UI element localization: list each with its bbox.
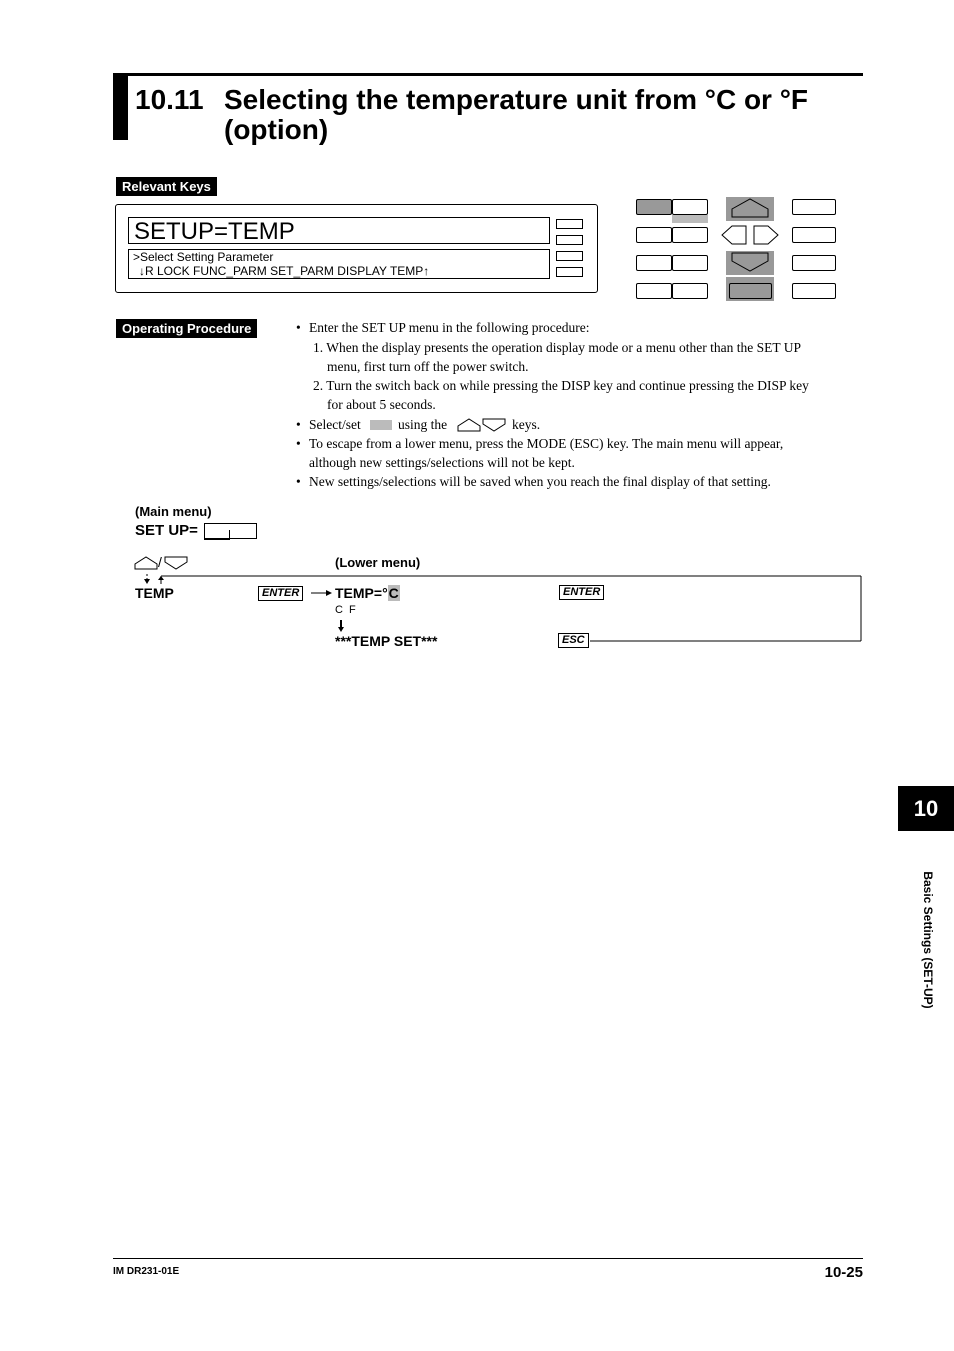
lcd-sub-display — [128, 249, 550, 279]
bullet-dot: • — [296, 436, 301, 451]
status-lamp — [556, 251, 583, 261]
key-i[interactable] — [792, 255, 836, 271]
procedure-bullet-1: Enter the SET UP menu in the following procedure: — [309, 320, 590, 335]
slash-separator: / — [158, 554, 162, 570]
footer-rule — [113, 1258, 863, 1259]
temp-setting — [335, 585, 400, 601]
down-arrow-icon — [482, 418, 506, 432]
procedure-bullet-2b: using the — [398, 417, 448, 432]
right-arrow-icon[interactable] — [752, 224, 780, 246]
up-arrow-icon[interactable] — [730, 197, 770, 219]
procedure-bullet-3: To escape from a lower menu, press the MODE (ESC) key. The main menu will appear, — [309, 436, 784, 451]
title-rule — [128, 73, 863, 76]
document-id: IM DR231-01E — [113, 1266, 180, 1277]
procedure-bullet-2c: keys. — [512, 417, 541, 432]
key-disp[interactable] — [672, 199, 708, 215]
bullet-dot: • — [296, 320, 301, 335]
bullet-dot: • — [296, 417, 301, 432]
status-lamp — [556, 219, 583, 229]
setup-connector — [204, 539, 230, 540]
key-d[interactable] — [672, 255, 708, 271]
up-arrow-icon — [134, 556, 158, 570]
enter-key-tag: ENTER — [559, 585, 604, 600]
lower-menu-label: (Lower menu) — [335, 555, 421, 570]
chapter-title: Basic Settings (SET-UP) — [921, 871, 935, 1009]
section-number: 10.11 — [135, 84, 204, 115]
page-title: Selecting the temperature unit from °C or °F — [224, 84, 809, 115]
highlight-swatch — [370, 420, 392, 430]
setup-connector — [229, 530, 230, 540]
key-a[interactable] — [636, 227, 672, 243]
bullet-dot: • — [296, 474, 301, 489]
key-j[interactable] — [792, 283, 836, 299]
key-f[interactable] — [672, 283, 708, 299]
operating-procedure-label: Operating Procedure — [116, 319, 257, 338]
esc-key-tag: ESC — [558, 633, 589, 648]
procedure-step-1-cont: menu, first turn off the power switch. — [327, 359, 529, 374]
relevant-keys-label: Relevant Keys — [116, 177, 217, 196]
temp-setting-prefix: TEMP=° — [335, 585, 388, 601]
left-arrow-icon[interactable] — [720, 224, 748, 246]
temp-setting-value: C — [388, 585, 399, 601]
procedure-bullet-4: New settings/selections will be saved when you reach the final display of that setting. — [309, 474, 771, 489]
enter-key-tag: ENTER — [258, 586, 303, 601]
key-mode[interactable] — [636, 199, 672, 215]
main-menu-label: (Main menu) — [135, 504, 212, 519]
procedure-step-1: 1. When the display presents the operation display mode or a menu other than the SET UP — [313, 340, 802, 355]
procedure-step-2-cont: for about 5 seconds. — [327, 397, 436, 412]
lcd-sub-line2: ↓R LOCK FUNC_PARM SET_PARM DISPLAY TEMP↑ — [139, 264, 430, 278]
chapter-tab: 10 — [898, 786, 954, 831]
key-h[interactable] — [792, 227, 836, 243]
page-number: 10-25 — [824, 1264, 863, 1281]
down-arrow-icon — [164, 556, 188, 570]
key-c[interactable] — [636, 255, 672, 271]
procedure-bullet-3-cont: although new settings/selections will not be kept. — [309, 455, 575, 470]
setup-value-box — [204, 523, 257, 539]
status-lamp — [556, 235, 583, 245]
page-title-continued: (option) — [224, 114, 329, 145]
key-b[interactable] — [672, 227, 708, 243]
up-arrow-icon — [457, 418, 481, 432]
key-shade — [672, 215, 708, 223]
menu-item-temp: TEMP — [135, 585, 174, 601]
procedure-step-2: 2. Turn the switch back on while pressing the DISP key and continue pressing the DISP key — [313, 378, 809, 393]
lcd-sub-line1: >Select Setting Parameter — [133, 250, 274, 264]
temp-set-label: ***TEMP SET*** — [335, 633, 438, 649]
key-e[interactable] — [636, 283, 672, 299]
key-g[interactable] — [792, 199, 836, 215]
temp-options: C F — [335, 604, 356, 616]
key-enter[interactable] — [729, 283, 772, 299]
status-lamp — [556, 267, 583, 277]
procedure-bullet-2a: Select/set — [309, 417, 361, 432]
title-marker — [113, 73, 128, 140]
setup-label: SET UP= — [135, 522, 198, 539]
down-arrow-icon[interactable] — [730, 251, 770, 273]
lcd-main-display: SETUP=TEMP — [128, 217, 550, 244]
